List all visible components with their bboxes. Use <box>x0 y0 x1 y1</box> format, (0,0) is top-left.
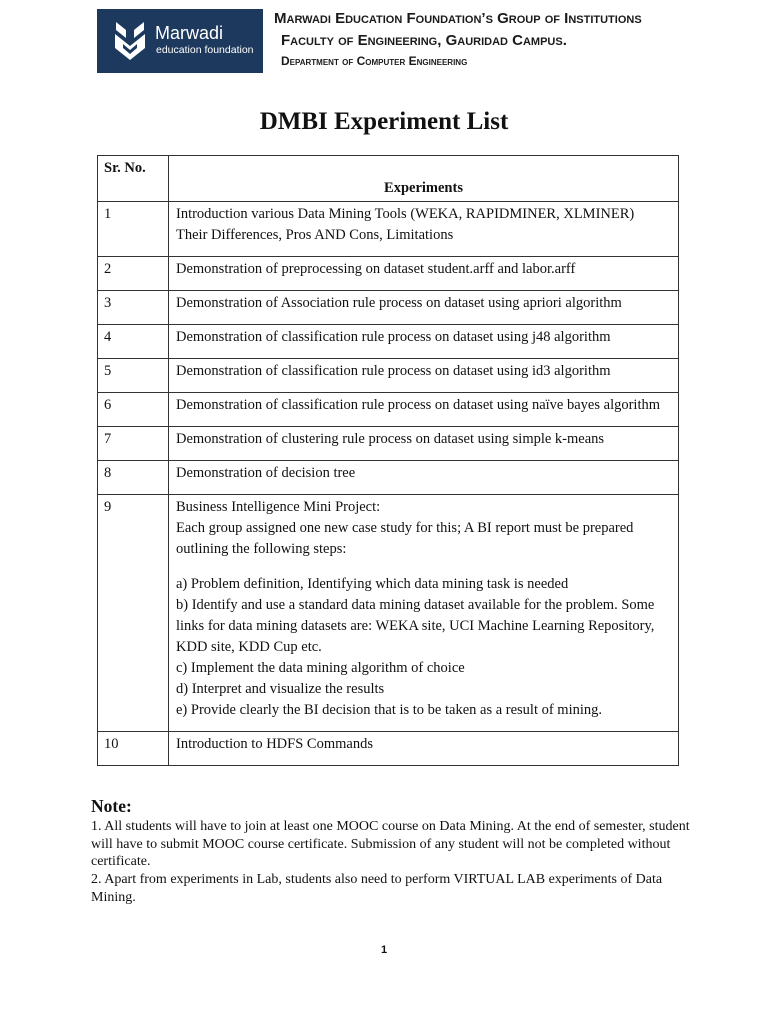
row-number-cell: 5 <box>98 359 169 393</box>
experiment-text-line: Demonstration of Association rule process on dataset using apriori algorithm <box>176 295 622 311</box>
experiment-text-line: Introduction various Data Mining Tools (WEKA, RAPIDMINER, XLMINER) <box>176 206 635 222</box>
table-row <box>98 257 679 291</box>
table-row <box>98 202 679 257</box>
column-header-experiments: Experiments <box>169 156 679 202</box>
note-heading: Note: <box>91 796 132 816</box>
note-paragraph-1: 1. All students will have to join at least one MOOC course on Data Mining. At the end of semester, student will have to submit MOOC course certificate. Submission of any student will not be completed without certificate. <box>91 819 690 870</box>
row-number-cell: 2 <box>98 257 169 291</box>
column-header-sr-no: Sr. No. <box>98 156 169 202</box>
header-institution: Marwadi Education Foundation’s Group of Institutions <box>274 10 642 27</box>
table-row <box>98 325 679 359</box>
experiment-cell <box>169 732 679 766</box>
experiment-text-line: Demonstration of classification rule process on dataset using id3 algorithm <box>176 363 611 379</box>
experiment-step-line: e) Provide clearly the BI decision that is to be taken as a result of mining. <box>176 702 603 718</box>
experiment-cell <box>169 257 679 291</box>
table-row <box>98 393 679 427</box>
table-row <box>98 359 679 393</box>
experiment-step-line: c) Implement the data mining algorithm of choice <box>176 660 465 676</box>
table-row <box>98 427 679 461</box>
logo-brand-name: Marwadi <box>155 23 224 43</box>
logo-subtitle: education foundation <box>156 44 254 56</box>
table-row <box>98 732 679 766</box>
experiment-step-line: d) Interpret and visualize the results <box>176 681 385 697</box>
table-header-row <box>98 156 679 202</box>
row-number-cell: 10 <box>98 732 169 766</box>
experiment-text-line: Business Intelligence Mini Project: <box>176 499 381 515</box>
header-faculty: Faculty of Engineering, Gauridad Campus. <box>281 32 567 49</box>
experiment-text-line: Demonstration of classification rule process on dataset using naïve bayes algorithm <box>176 397 661 413</box>
experiment-cell <box>169 461 679 495</box>
experiment-table <box>97 155 679 766</box>
experiment-text-line: Their Differences, Pros AND Cons, Limitations <box>176 227 454 243</box>
note-paragraph-2: 2. Apart from experiments in Lab, students also need to perform VIRTUAL LAB experiments of Data Mining. <box>91 872 663 905</box>
experiment-text-line: Demonstration of decision tree <box>176 465 356 481</box>
row-number-cell: 8 <box>98 461 169 495</box>
experiment-text-line: Introduction to HDFS Commands <box>176 736 373 752</box>
experiment-cell <box>169 291 679 325</box>
experiment-cell <box>169 325 679 359</box>
experiment-cell <box>169 359 679 393</box>
page-number: 1 <box>380 944 388 956</box>
table-row <box>98 461 679 495</box>
row-number-cell: 4 <box>98 325 169 359</box>
institution-logo <box>97 9 263 73</box>
row-number-cell: 9 <box>98 495 169 732</box>
table-row <box>98 291 679 325</box>
experiment-cell <box>169 393 679 427</box>
experiment-text-line: Demonstration of classification rule process on dataset using j48 algorithm <box>176 329 611 345</box>
row-number-cell: 1 <box>98 202 169 257</box>
row-number-cell: 3 <box>98 291 169 325</box>
row-number-cell: 7 <box>98 427 169 461</box>
experiment-step-line: b) Identify and use a standard data mining dataset available for the problem. Some links for data mining datasets are: WEKA site, UCI Machine Learning Repository, KDD site, KDD Cup etc. <box>176 597 655 655</box>
shield-logo-icon <box>113 20 147 62</box>
experiment-cell <box>169 202 679 257</box>
experiment-text-line: Each group assigned one new case study for this; A BI report must be prepared outlining the following steps: <box>176 520 634 557</box>
experiment-text-line: Demonstration of clustering rule process on dataset using simple k-means <box>176 431 605 447</box>
experiment-cell <box>169 427 679 461</box>
experiment-step-line: a) Problem definition, Identifying which data mining task is needed <box>176 576 569 592</box>
experiment-text-line: Demonstration of preprocessing on dataset student.arff and labor.arff <box>176 261 576 277</box>
table-row <box>98 495 679 732</box>
row-number-cell: 6 <box>98 393 169 427</box>
header-department: Department of Computer Engineering <box>281 54 468 68</box>
page-title: DMBI Experiment List <box>259 108 509 135</box>
experiment-cell <box>169 495 679 732</box>
